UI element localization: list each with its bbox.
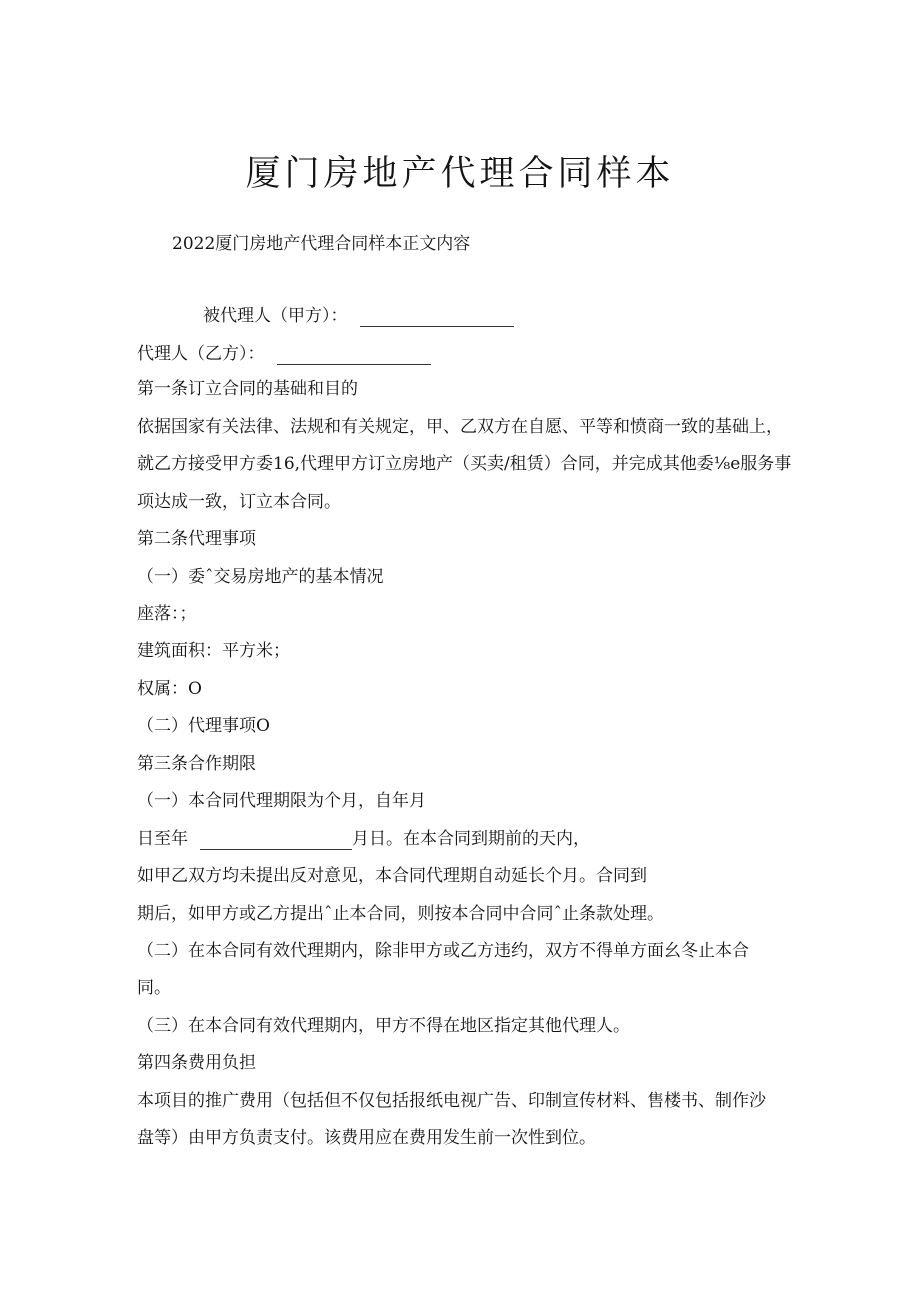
body-line: 同。 (137, 978, 171, 998)
date-line-suffix: 月日。在本合同到期前的天内， (352, 829, 590, 849)
party-a-blank (360, 310, 514, 327)
party-b-line (137, 343, 431, 365)
body-line: 项达成一致，订立本合同。 (137, 492, 341, 512)
party-a-label: 被代理人（甲方）： (203, 306, 348, 326)
date-blank (200, 833, 352, 850)
body-line: 就乙方接受甲方委16,代理甲方订立房地产（买卖/租赁）合同，并完成其他委⅛e服务事 (137, 454, 792, 474)
body-line: 第一条订立合同的基础和目的 (137, 379, 358, 399)
body-line: （二）在本合同有效代理期内，除非甲方或乙方违约，双方不得单方面幺冬止本合 (137, 941, 749, 961)
body-line: 如甲乙双方均未提出反对意见，本合同代理期自动延长个月。合同到 (137, 866, 647, 886)
date-line (137, 828, 590, 850)
body-line: 第二条代理事项 (137, 529, 256, 549)
body-line: 权属：O (137, 679, 202, 699)
body-line: 建筑面积：平方米； (137, 641, 290, 661)
body-line: 座落：； (137, 604, 197, 624)
document-title: 厦门房地产代理合同样本 (245, 154, 675, 194)
body-line: 依据国家有关法律、法规和有关规定，甲、乙双方在自愿、平等和愤商一致的基础上， (137, 417, 783, 437)
party-b-label: 代理人（乙方）： (137, 344, 265, 364)
document-subtitle: 2022厦门房地产代理合同样本正文内容 (172, 234, 471, 254)
party-b-blank (277, 348, 431, 365)
body-line: 本项目的推广费用（包括但不仅包括报纸电视广告、印制宣传材料、售楼书、制作沙 (137, 1091, 766, 1111)
body-line: 盘等）由甲方负责支付。该费用应在费用发生前一次性到位。 (137, 1128, 596, 1148)
body-line: 第三条合作期限 (137, 754, 256, 774)
party-a-line (203, 305, 514, 327)
body-line: 期后，如甲方或乙方提出ˆ止本合同，则按本合同中合同ˆ止条款处理。 (137, 904, 664, 924)
date-line-prefix: 日至年 (137, 829, 188, 849)
body-line: （一）委ˆ交易房地产的基本情况 (137, 567, 384, 587)
body-line: （一）本合同代理期限为个月，自年月 (137, 791, 426, 811)
body-line: 第四条费用负担 (137, 1053, 256, 1073)
body-line: （二）代理事项O (137, 716, 270, 736)
body-line: （三）在本合同有效代理期内，甲方不得在地区指定其他代理人。 (137, 1016, 630, 1036)
